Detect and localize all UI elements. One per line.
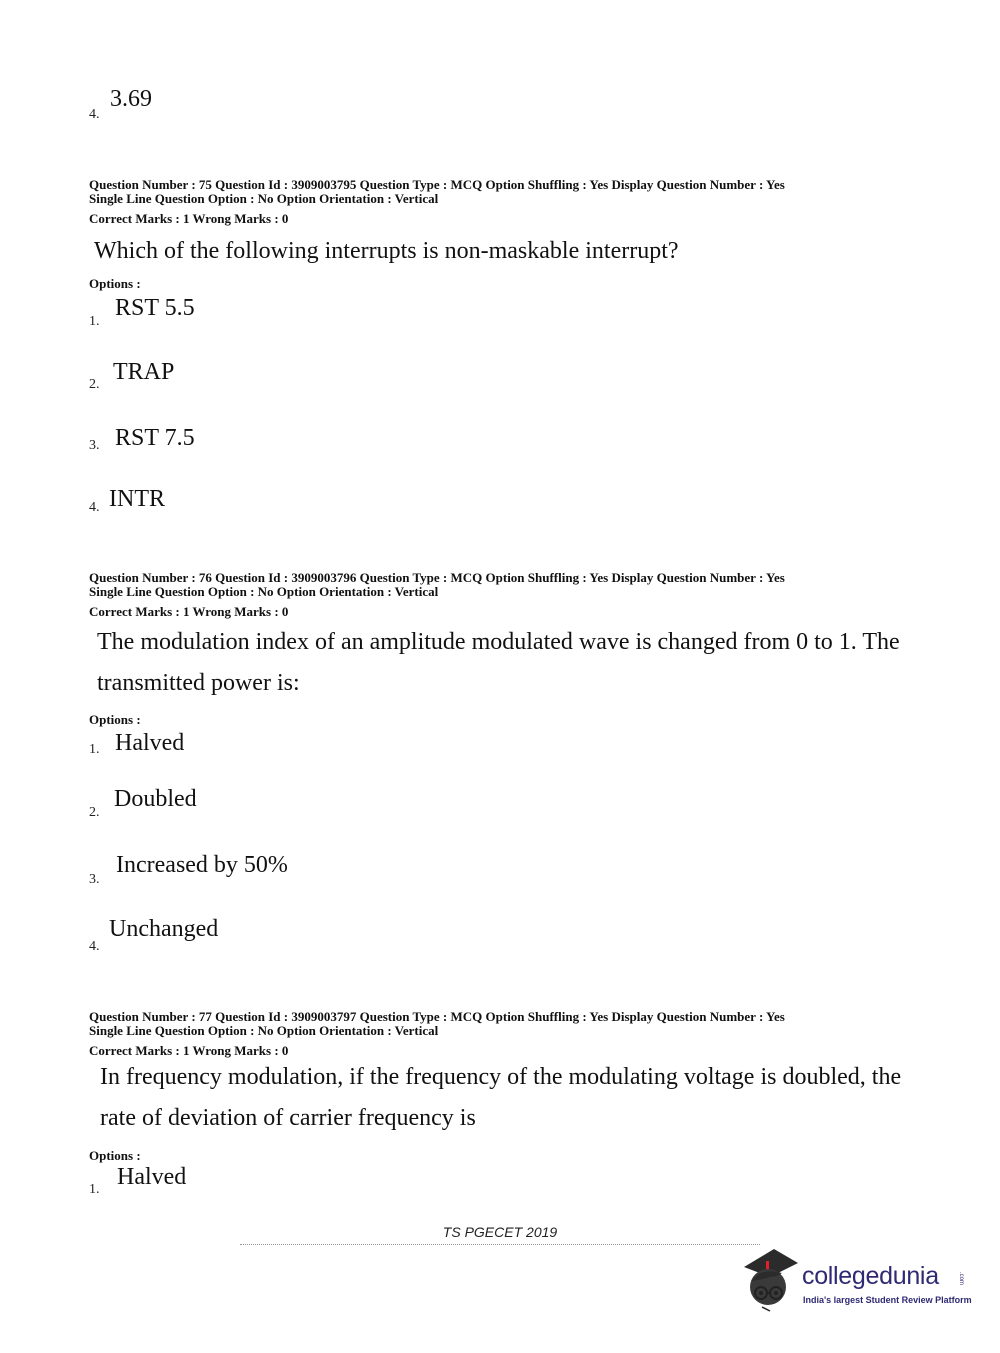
question-marks: Correct Marks : 1 Wrong Marks : 0 (89, 211, 289, 226)
option-text: Increased by 50% (116, 852, 288, 878)
options-label: Options : (89, 276, 141, 291)
option-number: 2. (89, 377, 100, 392)
option-text: 3.69 (110, 86, 152, 112)
logo-name: collegedunia (802, 1262, 939, 1290)
question-marks: Correct Marks : 1 Wrong Marks : 0 (89, 604, 289, 619)
option-number: 1. (89, 314, 100, 329)
question-meta: Question Number : 77 Question Id : 3909003797 Question Type : MCQ Option Shuffling : Yes Display Question Number : Yes (89, 1009, 785, 1024)
option-text: RST 5.5 (115, 295, 195, 321)
question-text: Which of the following interrupts is non-maskable interrupt? (94, 238, 679, 264)
question-meta: Single Line Question Option : No Option Orientation : Vertical (89, 191, 439, 206)
question-text: rate of deviation of carrier frequency is (100, 1105, 476, 1131)
question-meta: Single Line Question Option : No Option Orientation : Vertical (89, 584, 439, 599)
footer-divider (240, 1244, 760, 1245)
option-number: 3. (89, 438, 100, 453)
option-number: 4. (89, 939, 100, 954)
question-meta: Single Line Question Option : No Option Orientation : Vertical (89, 1023, 439, 1038)
option-text: TRAP (113, 359, 175, 385)
question-meta: Question Number : 76 Question Id : 3909003796 Question Type : MCQ Option Shuffling : Yes Display Question Number : Yes (89, 570, 785, 585)
option-text: Doubled (114, 786, 197, 812)
question-meta: Question Number : 75 Question Id : 3909003795 Question Type : MCQ Option Shuffling : Yes Display Question Number : Yes (89, 177, 785, 192)
option-number: 3. (89, 872, 100, 887)
option-text: Halved (117, 1164, 187, 1190)
option-text: Unchanged (109, 916, 219, 942)
options-label: Options : (89, 1148, 141, 1163)
option-number: 4. (89, 107, 100, 122)
page-footer: TS PGECET 2019 (442, 1224, 558, 1240)
option-number: 2. (89, 805, 100, 820)
option-number: 1. (89, 1182, 100, 1197)
logo-suffix: .com (958, 1272, 964, 1286)
option-number: 1. (89, 742, 100, 757)
question-marks: Correct Marks : 1 Wrong Marks : 0 (89, 1043, 289, 1058)
mascot-icon (740, 1247, 800, 1313)
option-number: 4. (89, 500, 100, 515)
option-text: RST 7.5 (115, 425, 195, 451)
question-text: The modulation index of an amplitude modulated wave is changed from 0 to 1. The (97, 629, 900, 655)
question-text: transmitted power is: (97, 670, 300, 696)
option-text: Halved (115, 730, 185, 756)
options-label: Options : (89, 712, 141, 727)
option-text: INTR (109, 486, 165, 512)
question-text: In frequency modulation, if the frequency of the modulating voltage is doubled, the (100, 1064, 902, 1090)
logo-tagline: India's largest Student Review Platform (803, 1295, 972, 1305)
